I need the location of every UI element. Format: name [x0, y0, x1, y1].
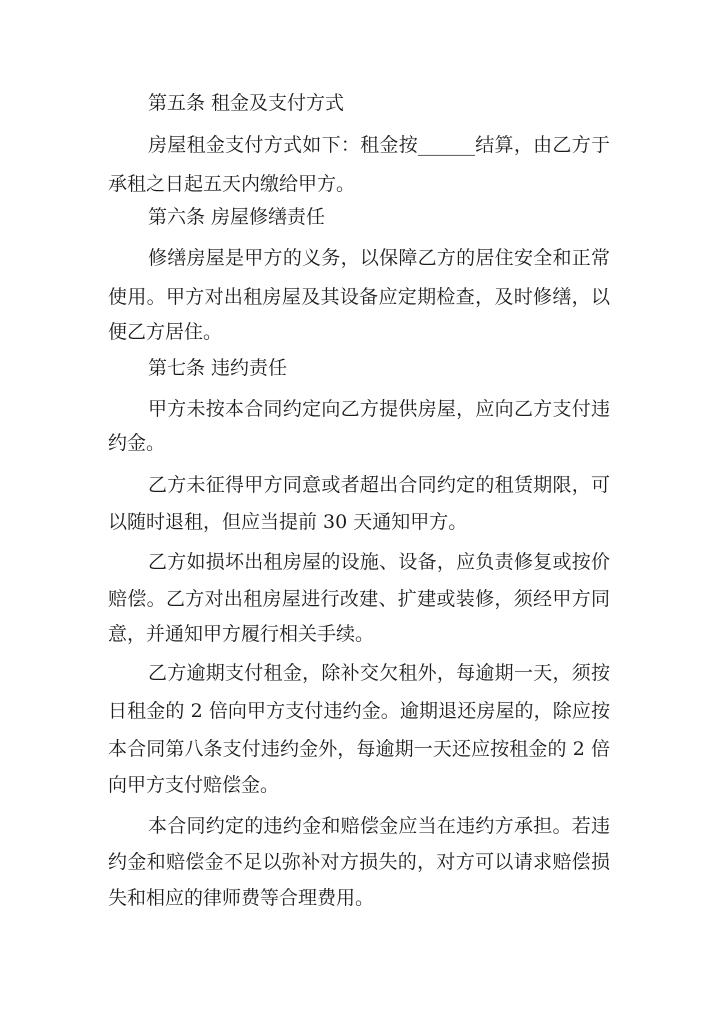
paragraph-line: 使用。甲方对出租房屋及其设备应定期检查，及时修缮，以 [108, 286, 610, 308]
paragraph-line: 乙方未征得甲方同意或者超出合同约定的租赁期限，可 [148, 474, 610, 496]
paragraph-line: 修缮房屋是甲方的义务，以保障乙方的居住安全和正常 [148, 247, 610, 269]
section-heading: 第七条 违约责任 [148, 357, 288, 379]
paragraph-line: 乙方逾期支付租金，除补交欠租外，每逾期一天，须按 [148, 662, 610, 684]
paragraph-line: 房屋租金支付方式如下：租金按______结算，由乙方于 [148, 134, 610, 156]
paragraph-line: 承租之日起五天内缴给甲方。 [108, 173, 356, 195]
paragraph-line: 赔偿。乙方对出租房屋进行改建、扩建或装修，须经甲方同 [108, 588, 610, 610]
paragraph-line: 失和相应的律师费等合理费用。 [108, 887, 375, 909]
paragraph-line: 约金。 [108, 432, 166, 454]
section-heading: 第六条 房屋修缮责任 [148, 206, 326, 228]
paragraph-line: 便乙方居住。 [108, 321, 223, 343]
paragraph-line: 本合同约定的违约金和赔偿金应当在违约方承担。若违 [148, 815, 610, 837]
paragraph-line: 日租金的 2 倍向甲方支付违约金。逾期退还房屋的，除应按 [108, 700, 610, 722]
paragraph-line: 本合同第八条支付违约金外，每逾期一天还应按租金的 2 倍 [108, 738, 610, 760]
paragraph-line: 甲方未按本合同约定向乙方提供房屋，应向乙方支付违 [148, 398, 610, 420]
paragraph-line: 向甲方支付赔偿金。 [108, 774, 280, 796]
paragraph-line: 约金和赔偿金不足以弥补对方损失的，对方可以请求赔偿损 [108, 851, 610, 873]
paragraph-line: 以随时退租，但应当提前 30 天通知甲方。 [108, 511, 468, 533]
paragraph-line: 乙方如损坏出租房屋的设施、设备，应负责修复或按价 [148, 551, 610, 573]
section-heading: 第五条 租金及支付方式 [148, 92, 345, 114]
paragraph-line: 意，并通知甲方履行相关手续。 [108, 623, 375, 645]
